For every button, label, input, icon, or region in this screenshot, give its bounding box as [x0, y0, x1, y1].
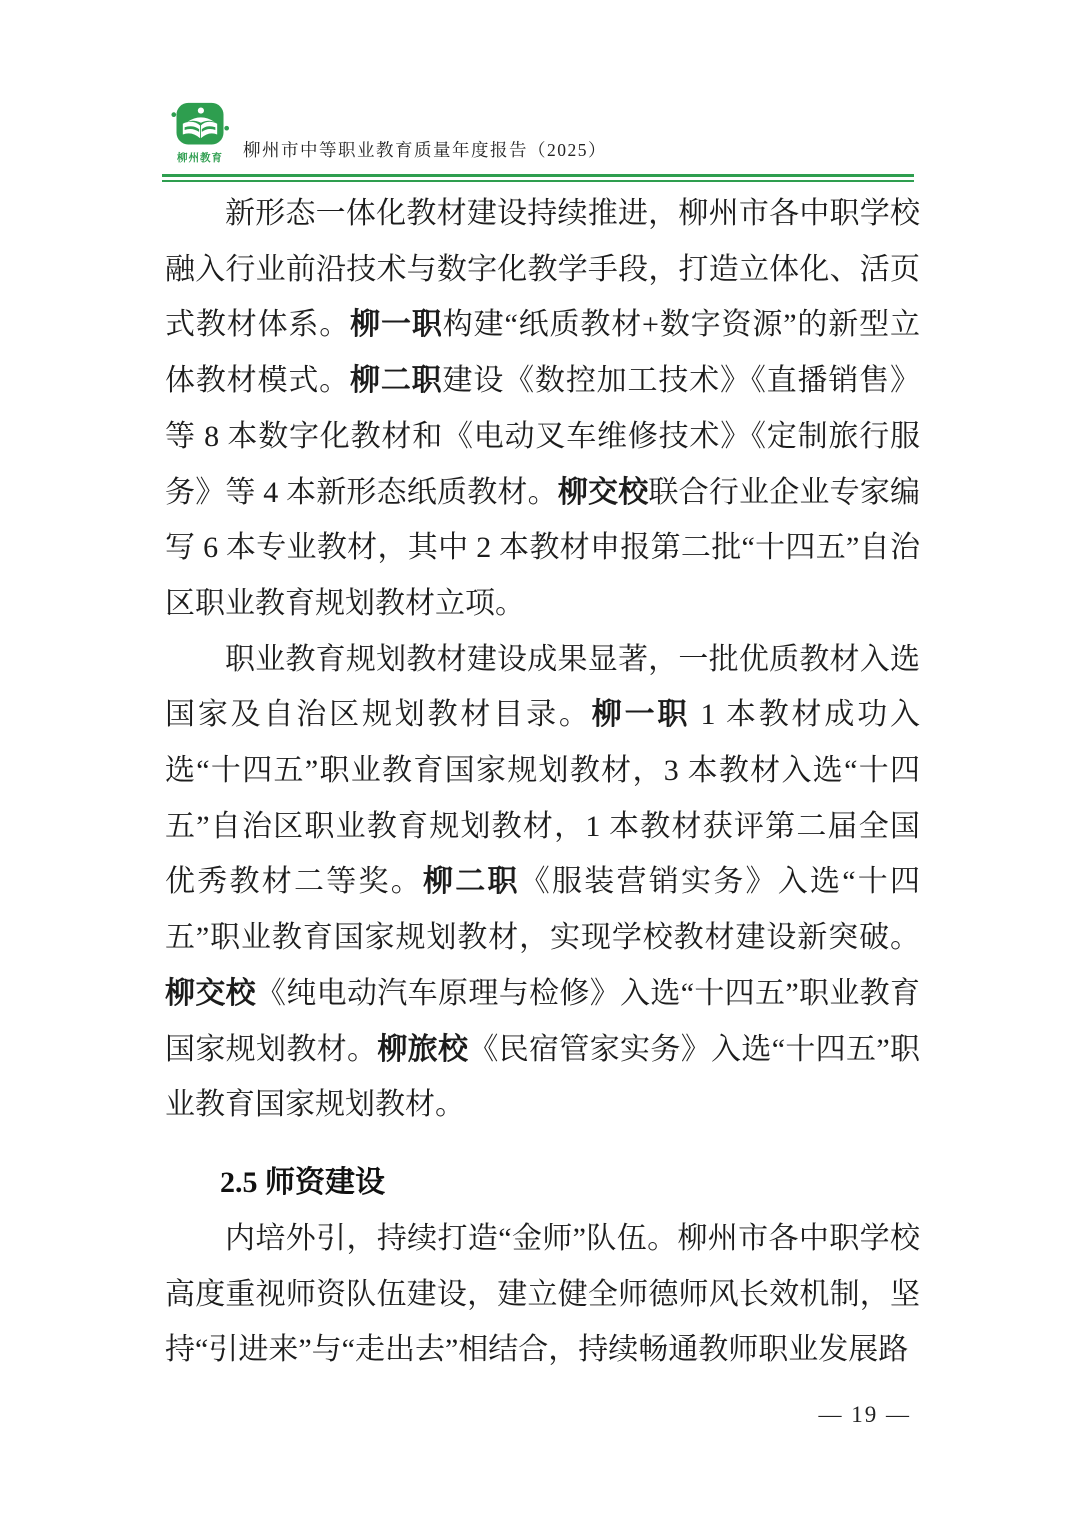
text-run: 建设《数控加工技术》《直播销售》等 8 本数字化教材和《电动叉车维修技术》《定制旅行服务》等 4 本新形态纸质教材。: [165, 364, 920, 509]
text-run: 《服装营销实务》入选“十四五”职业教育国家规划教材，实现学校教材建设新突破。: [165, 865, 921, 955]
text-run: 联合行业企业专家编写 6 本专业教材，其中 2 本教材申报第二批“十四五”自治区职业教育规划教材立项。: [165, 475, 921, 620]
text-run: 内培外引，持续打造“金师”队伍。柳州市各中职学校高度重视师资队伍建设，建立健全师德师风长效机制，坚持“引进来”与“走出去”相结合，持续畅通教师职业发展路: [165, 1221, 920, 1367]
text-run: 构建“纸质教材+数字资源”的新型立体教材模式。: [165, 308, 921, 398]
report-title: 柳州市中等职业教育质量年度报告（2025）: [243, 140, 607, 160]
text-run: 《纯电动汽车原理与检修》入选“十四五”职业教育国家规划教材。: [165, 976, 921, 1066]
school-name-emphasis: 柳旅校: [377, 1032, 469, 1066]
school-name-emphasis: 柳交校: [557, 475, 649, 509]
document-body: [165, 186, 920, 1378]
page-number: — 19 —: [818, 1402, 911, 1427]
school-name-emphasis: 柳一职: [591, 698, 691, 732]
paragraph-planned-textbooks: [165, 632, 920, 1133]
school-name-emphasis: 柳二职: [422, 865, 520, 899]
liuzhou-education-logo-icon: [171, 102, 229, 149]
text-run: 新形态一体化教材建设持续推进，柳州市各中职学校融入行业前沿技术与数字化教学手段，打造立体化、活页式教材体系。: [165, 197, 920, 342]
school-name-emphasis: 柳交校: [165, 976, 257, 1010]
paragraph-textbook-construction: [165, 186, 920, 632]
school-name-emphasis: 柳一职: [350, 308, 443, 342]
liuzhou-education-logo: [165, 102, 235, 165]
section-heading-2-5: 2.5 师资建设: [220, 1165, 385, 1199]
paragraph-teacher-development: [165, 1211, 920, 1378]
logo-caption: 柳州教育: [177, 153, 223, 164]
text-run: 《民宿管家实务》入选“十四五”职业教育国家规划教材。: [165, 1032, 921, 1122]
header-divider: [162, 174, 914, 182]
school-name-emphasis: 柳二职: [350, 364, 443, 398]
text-run: 1 本教材成功入选“十四五”职业教育国家规划教材，3 本教材入选“十四五”自治区职业教育规划教材，1 本教材获评第二届全国优秀教材二等奖。: [165, 698, 921, 899]
text-run: 职业教育规划教材建设成果显著，一批优质教材入选国家及自治区规划教材目录。: [165, 642, 920, 732]
